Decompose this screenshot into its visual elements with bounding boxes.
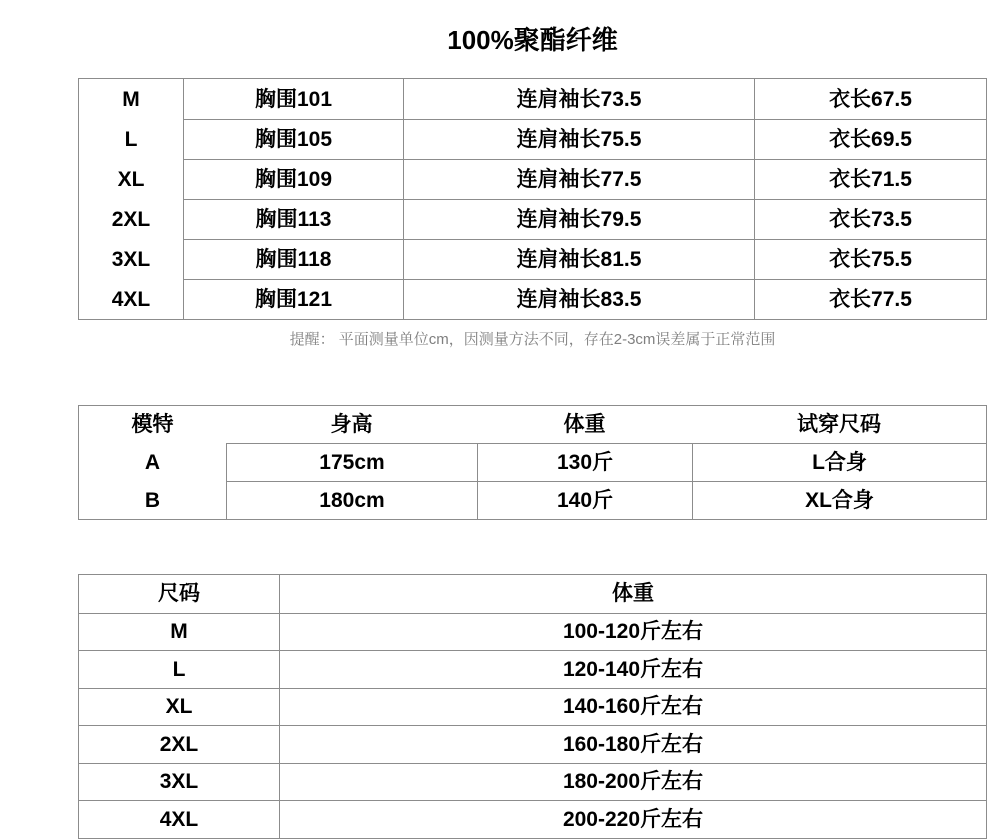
- size-chart-row: [79, 79, 986, 119]
- size-weight-row: [79, 800, 986, 838]
- height-cell: 180cm: [226, 481, 477, 519]
- fit-size-cell: XL合身: [692, 481, 986, 519]
- size-chart-row: [79, 159, 986, 199]
- garment-length-cell: 衣长75.5: [754, 239, 986, 279]
- sleeve-length-cell: 连肩袖长81.5: [403, 239, 754, 279]
- size-chart-row: [79, 279, 986, 319]
- garment-length-cell: 衣长67.5: [754, 79, 986, 119]
- sleeve-length-cell: 连肩袖长75.5: [403, 119, 754, 159]
- model-header-cell: 模特: [131, 413, 174, 436]
- chest-cell: 胸围101: [183, 79, 403, 119]
- weight-cell: 130斤: [477, 443, 692, 481]
- size-cell: 4XL: [111, 287, 151, 311]
- model-table-row: [79, 443, 986, 481]
- size-cell: M: [79, 613, 279, 651]
- chest-cell: 胸围121: [183, 279, 403, 319]
- weight-header-cell: 体重: [279, 575, 986, 613]
- weight-range-cell: 120-140斤左右: [279, 650, 986, 688]
- garment-length-cell: 衣长77.5: [754, 279, 986, 319]
- size-chart-table: [78, 78, 987, 320]
- measurement-note: 提醒： 平面测量单位cm，因测量方法不同，存在2-3cm误差属于正常范围: [289, 331, 776, 348]
- page-title: 100%聚酯纤维: [447, 25, 618, 55]
- chest-cell: 胸围105: [183, 119, 403, 159]
- size-cell: XL: [79, 688, 279, 726]
- sleeve-length-cell: 连肩袖长77.5: [403, 159, 754, 199]
- fit-size-cell: L合身: [692, 443, 986, 481]
- size-cell: 4XL: [79, 800, 279, 838]
- size-weight-row: [79, 650, 986, 688]
- model-table-row: [79, 481, 986, 519]
- size-cell: 3XL: [79, 763, 279, 801]
- size-header-cell: 尺码: [158, 582, 200, 606]
- height-header-cell: 身高: [330, 413, 373, 436]
- chest-cell: 胸围118: [183, 239, 403, 279]
- garment-length-cell: 衣长69.5: [754, 119, 986, 159]
- size-weight-row: [79, 725, 986, 763]
- model-table-header-row: [79, 406, 986, 443]
- size-weight-header-row: [79, 575, 986, 613]
- model-cell: B: [144, 488, 161, 512]
- garment-length-cell: 衣长71.5: [754, 159, 986, 199]
- size-cell: 2XL: [79, 725, 279, 763]
- model-fit-table: [78, 405, 987, 520]
- size-chart-row: [79, 119, 986, 159]
- fit-size-header-cell: 试穿尺码: [797, 413, 881, 436]
- model-cell: A: [144, 450, 161, 474]
- weight-cell: 140斤: [477, 481, 692, 519]
- weight-range-cell: 100-120斤左右: [279, 613, 986, 651]
- weight-header-cell: 体重: [563, 413, 606, 436]
- size-cell: L: [124, 127, 138, 151]
- size-cell: 2XL: [111, 207, 151, 231]
- weight-range-cell: 160-180斤左右: [279, 725, 986, 763]
- weight-range-cell: 140-160斤左右: [279, 688, 986, 726]
- sleeve-length-cell: 连肩袖长83.5: [403, 279, 754, 319]
- chest-cell: 胸围113: [183, 199, 403, 239]
- size-chart-row: [79, 239, 986, 279]
- size-chart-row: [79, 199, 986, 239]
- weight-range-cell: 200-220斤左右: [279, 800, 986, 838]
- chest-cell: 胸围109: [183, 159, 403, 199]
- size-cell: 3XL: [111, 247, 151, 271]
- weight-range-cell: 180-200斤左右: [279, 763, 986, 801]
- size-cell: L: [79, 650, 279, 688]
- size-weight-row: [79, 688, 986, 726]
- sleeve-length-cell: 连肩袖长79.5: [403, 199, 754, 239]
- size-cell: M: [122, 87, 140, 111]
- garment-length-cell: 衣长73.5: [754, 199, 986, 239]
- size-cell: XL: [117, 167, 145, 191]
- size-weight-table: [78, 574, 987, 839]
- sleeve-length-cell: 连肩袖长73.5: [403, 79, 754, 119]
- size-weight-row: [79, 763, 986, 801]
- size-weight-row: [79, 613, 986, 651]
- height-cell: 175cm: [226, 443, 477, 481]
